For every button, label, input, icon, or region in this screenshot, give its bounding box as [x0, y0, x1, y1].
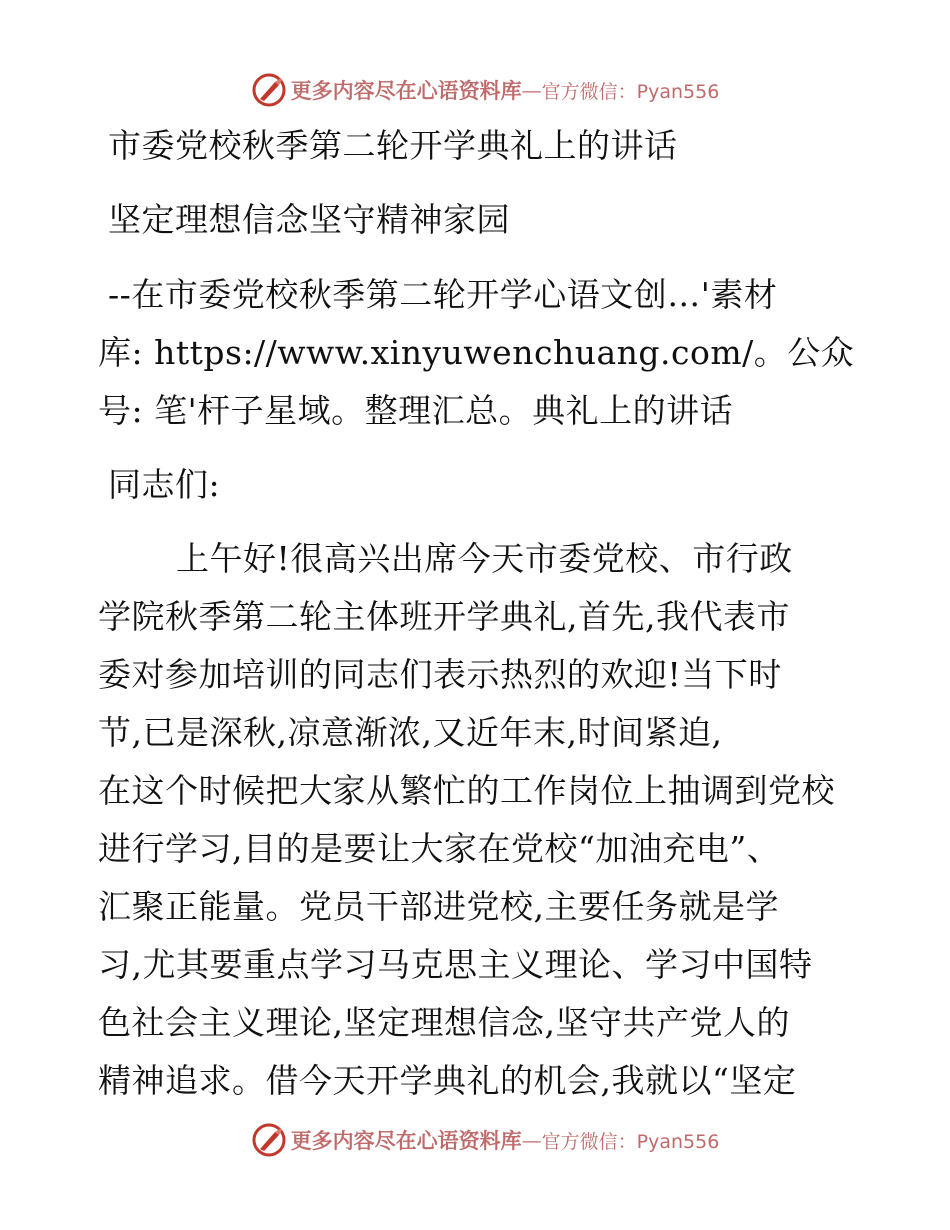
salutation: 同志们:	[108, 465, 221, 504]
body-line: 学院秋季第二轮主体班开学典礼,首先,我代表市	[98, 597, 790, 636]
body-line: 进行学习,目的是要让大家在党校“加油充电”、	[98, 829, 781, 868]
title-line-1: 市委党校秋季第二轮开学典礼上的讲话	[108, 126, 678, 165]
body-line: 上午好!很高兴出席今天市委党校、市行政	[176, 539, 793, 578]
body-line: 色社会主义理论,坚定理想信念,坚守共产党人的	[98, 1003, 790, 1042]
body-line: 节,已是深秋,凉意渐浓,又近年末,时间紧迫,	[98, 713, 723, 752]
pen-logo-icon	[251, 1122, 287, 1158]
pen-logo-icon	[251, 72, 287, 108]
body-line: 汇聚正能量。党员干部进党校,主要任务就是学	[98, 887, 779, 926]
banner-separator: —	[521, 78, 542, 102]
subtitle-line: 库: https://www.xinyuwenchuang.com/。公众	[98, 333, 855, 372]
banner-main-text: 更多内容尽在心语资料库	[290, 1128, 522, 1153]
body-line: 精神追求。借今天开学典礼的机会,我就以“坚定	[98, 1061, 797, 1100]
subtitle-line: --在市委党校秋季第二轮开学心语文创…'素材	[108, 275, 778, 314]
banner-separator: —	[521, 1128, 542, 1152]
body-line: 在这个时候把大家从繁忙的工作岗位上抽调到党校	[98, 771, 835, 810]
body-line: 习,尤其要重点学习马克思主义理论、学习中国特	[98, 945, 813, 984]
body-line: 委对参加培训的同志们表示热烈的欢迎!当下时	[98, 655, 782, 694]
banner-wechat-text: 官方微信：Pyan556	[541, 1130, 720, 1153]
header-watermark-banner	[0, 70, 950, 110]
banner-main-text: 更多内容尽在心语资料库	[290, 78, 522, 103]
footer-watermark-banner	[0, 1120, 950, 1160]
title-line-2: 坚定理想信念坚守精神家园	[108, 200, 510, 239]
banner-wechat-text: 官方微信：Pyan556	[541, 80, 720, 103]
subtitle-line: 号: 笔'杆子星域。整理汇总。典礼上的讲话	[98, 391, 734, 430]
